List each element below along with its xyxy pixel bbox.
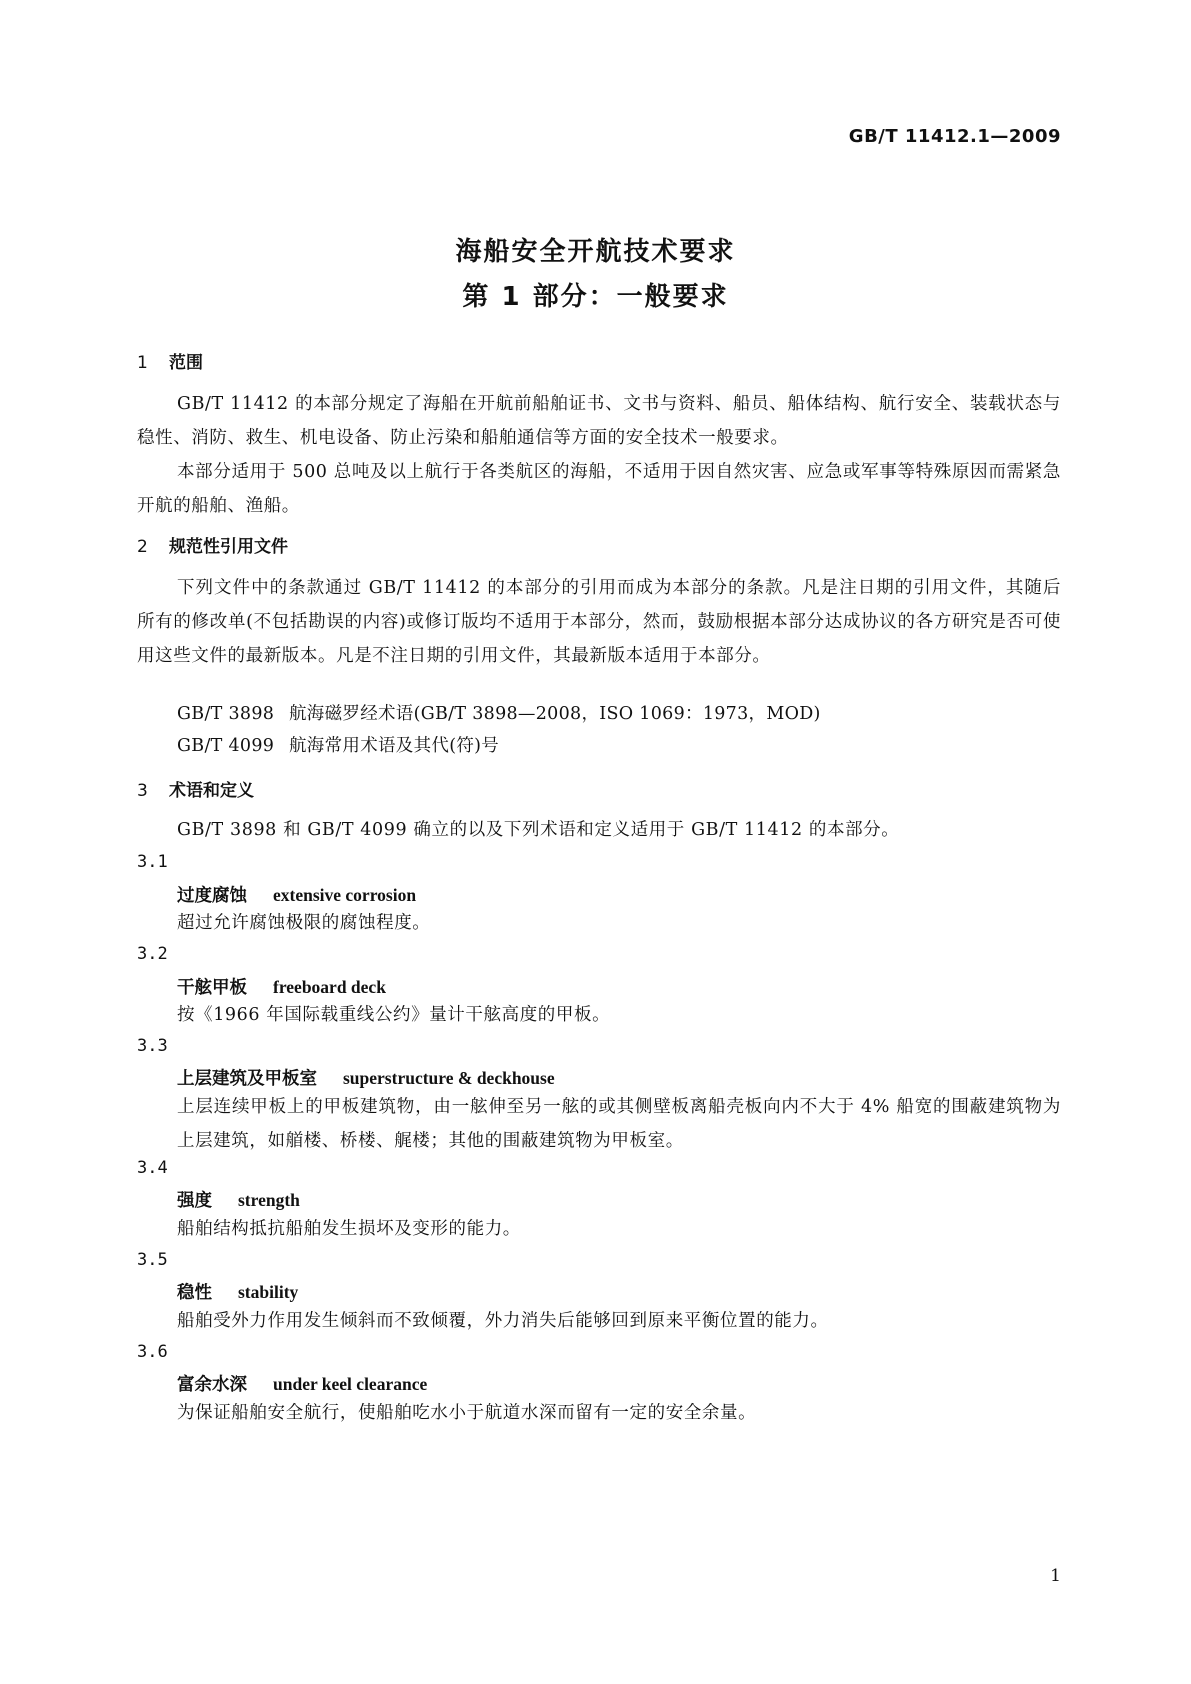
references-paragraph: 下列文件中的条款通过 GB/T 11412 的本部分的引用而成为本部分的条款。凡是注日期的引用文件，其随后所有的修改单(不包括勘误的内容)或修订版均不适用于本部分，然而，鼓励根据本部分达成协议的各方研究是否可使用这些文件的最新版本。凡是不注日期的引用文件，其最新版本适用于本部分。 [137, 578, 1061, 666]
section-number: 3 [137, 781, 148, 801]
section-title: 规范性引用文件 [169, 537, 288, 557]
term-en: strength [238, 1190, 300, 1210]
term-definition: 为保证船舶安全航行，使船舶吃水小于航道水深而留有一定的安全余量。 [177, 1403, 757, 1423]
term-zh: 稳性 [177, 1283, 212, 1303]
reference-code: GB/T 3898 [177, 704, 275, 724]
term-definition: 船舶结构抵抗船舶发生损坏及变形的能力。 [177, 1219, 521, 1239]
reference-title: 航海磁罗经术语(GB/T 3898—2008，ISO 1069：1973，MOD) [289, 704, 821, 724]
section-heading-normative-references [137, 532, 288, 557]
term-en: superstructure & deckhouse [343, 1068, 555, 1088]
term-en: stability [238, 1282, 299, 1302]
term-zh: 上层建筑及甲板室 [177, 1069, 317, 1089]
document-title: 海船安全开航技术要求 [455, 237, 736, 267]
terms-intro: GB/T 3898 和 GB/T 4099 确立的以及下列术语和定义适用于 GB/T 11412 的本部分。 [177, 820, 900, 840]
section-title: 术语和定义 [169, 781, 254, 801]
clause-number: 3.1 [137, 852, 168, 872]
standard-number: GB/T 11412.1—2009 [848, 126, 1061, 147]
term-definition: 上层连续甲板上的甲板建筑物，由一舷伸至另一舷的或其侧壁板离船壳板向内不大于 4% 船宽的围蔽建筑物为上层建筑，如艏楼、桥楼、艉楼；其他的围蔽建筑物为甲板室。 [177, 1097, 1061, 1151]
reference-code: GB/T 4099 [177, 736, 275, 756]
clause-number: 3.4 [137, 1158, 168, 1178]
term-en: freeboard deck [273, 977, 386, 997]
term-zh: 干舷甲板 [177, 978, 247, 998]
reference-item [177, 732, 499, 757]
document-subtitle: 第 1 部分：一般要求 [462, 282, 729, 312]
term-en: extensive corrosion [273, 885, 417, 905]
term-entry [177, 1187, 300, 1212]
section-title: 范围 [169, 353, 203, 373]
reference-title: 航海常用术语及其代(符)号 [289, 736, 500, 756]
clause-number: 3.5 [137, 1250, 168, 1270]
section-heading-terms [137, 776, 254, 801]
term-en: under keel clearance [273, 1374, 428, 1394]
section-number: 1 [137, 353, 148, 373]
term-zh: 强度 [177, 1191, 212, 1211]
scope-paragraph-2: 本部分适用于 500 总吨及以上航行于各类航区的海船，不适用于因自然灾害、应急或军事等特殊原因而需紧急开航的船舶、渔船。 [137, 462, 1061, 516]
clause-number: 3.3 [137, 1036, 168, 1056]
scope-paragraph-1: GB/T 11412 的本部分规定了海船在开航前船舶证书、文书与资料、船员、船体结构、航行安全、装载状态与稳性、消防、救生、机电设备、防止污染和船舶通信等方面的安全技术一般要求。 [137, 394, 1061, 448]
term-entry [177, 882, 416, 907]
term-entry [177, 974, 386, 999]
term-entry [177, 1065, 555, 1090]
section-number: 2 [137, 537, 148, 557]
clause-number: 3.6 [137, 1342, 168, 1362]
section-heading-scope [137, 348, 203, 373]
term-definition: 超过允许腐蚀极限的腐蚀程度。 [177, 913, 431, 933]
term-entry [177, 1279, 298, 1304]
term-entry [177, 1371, 427, 1396]
term-zh: 富余水深 [177, 1375, 247, 1395]
clause-number: 3.2 [137, 944, 168, 964]
term-zh: 过度腐蚀 [177, 886, 247, 906]
reference-item [177, 700, 821, 725]
page-number: 1 [1050, 1566, 1061, 1586]
term-definition: 按《1966 年国际载重线公约》量计干舷高度的甲板。 [177, 1005, 611, 1025]
term-definition: 船舶受外力作用发生倾斜而不致倾覆，外力消失后能够回到原来平衡位置的能力。 [177, 1311, 829, 1331]
